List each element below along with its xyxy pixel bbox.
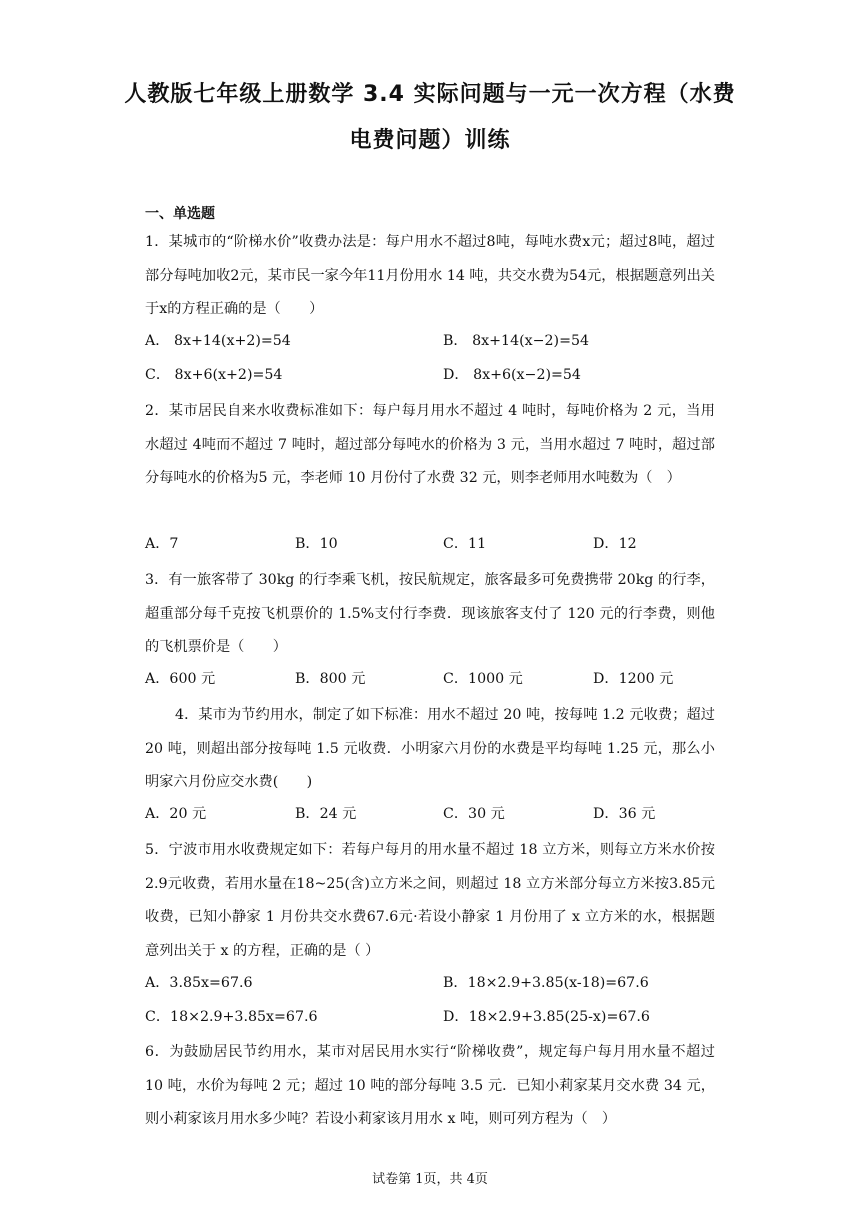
question-3-options xyxy=(145,668,725,696)
q3-option-a: A．600 元 xyxy=(145,671,216,687)
question-6: 6．为鼓励居民节约用水，某市对居民用水实行“阶梯收费”，规定每户每月用水量不超过 10 吨，水价为每吨 2 元；超过 10 吨的部分每吨 3.5 元．已知小莉家某月交水费 34 元，则小莉家该月用水多少吨？若设小莉家该月用水 x 吨，则可列方程为（ ） xyxy=(145,1044,715,1127)
title-line-1: 人教版七年级上册数学 3.4 实际问题与一元一次方程（水费 xyxy=(124,82,736,107)
q4-option-b: B．24 元 xyxy=(295,806,357,822)
section-heading: 一、单选题 xyxy=(145,206,215,222)
question-1: 1．某城市的“阶梯水价”收费办法是：每户用水不超过8吨，每吨水费x元；超过8吨，超过部分每吨加收2元，某市民一家今年11月份用水 14 吨，共交水费为54元，根据题意列出关于x的方程正确的是（ ） xyxy=(145,234,715,317)
q1-option-b: B． 8x+14(x−2)=54 xyxy=(443,333,590,349)
q2-option-a: A．7 xyxy=(145,536,179,552)
q5-option-d: D．18×2.9+3.85(25-x)=67.6 xyxy=(443,1009,650,1025)
q3-option-c: C．1000 元 xyxy=(443,671,523,687)
q3-option-d: D．1200 元 xyxy=(593,671,674,687)
question-5-options-row-1 xyxy=(145,972,725,1000)
q1-option-d: D． 8x+6(x−2)=54 xyxy=(443,367,581,383)
q1-option-c: C． 8x+6(x+2)=54 xyxy=(145,367,283,383)
question-5-options-row-2 xyxy=(145,1006,725,1034)
q2-option-b: B．10 xyxy=(295,536,338,552)
q4-option-a: A．20 元 xyxy=(145,806,207,822)
q5-option-c: C．18×2.9+3.85x=67.6 xyxy=(145,1009,318,1025)
q4-option-c: C．30 元 xyxy=(443,806,505,822)
document-title xyxy=(100,72,760,164)
q2-option-d: D．12 xyxy=(593,536,637,552)
page-footer: 试卷第 1页，共 4页 xyxy=(372,1172,488,1187)
q1-option-a: A． 8x+14(x+2)=54 xyxy=(145,333,291,349)
title-line-2: 电费问题）训练 xyxy=(349,128,511,153)
q4-option-d: D．36 元 xyxy=(593,806,656,822)
question-4: 4．某市为节约用水，制定了如下标准：用水不超过 20 吨，按每吨 1.2 元收费；超过 20 吨，则超出部分按每吨 1.5 元收费．小明家六月份的水费是平均每吨 1.25 元，那么小明家六月份应交水费( ) xyxy=(145,707,715,790)
question-3: 3．有一旅客带了 30kg 的行李乘飞机，按民航规定，旅客最多可免费携带 20kg 的行李，超重部分每千克按飞机票价的 1.5%支付行李费．现该旅客支付了 120 元的行李费，则他的飞机票价是（ ） xyxy=(145,572,715,655)
q3-option-b: B．800 元 xyxy=(295,671,366,687)
q5-option-a: A．3.85x=67.6 xyxy=(145,975,253,991)
question-1-options-row-1 xyxy=(145,330,725,358)
q5-option-b: B．18×2.9+3.85(x-18)=67.6 xyxy=(443,975,649,991)
question-2-options xyxy=(145,533,725,561)
question-5: 5．宁波市用水收费规定如下：若每户每月的用水量不超过 18 立方米，则每立方米水价按2.9元收费，若用水量在18~25(含)立方米之间，则超过 18 立方米部分每立方米按3.85元收费，已知小静家 1 月份共交水费67.6元·若设小静家 1 月份用了 x 立方米的水，根据题意列出关于 x 的方程，正确的是（ ） xyxy=(145,842,715,959)
question-1-options-row-2 xyxy=(145,364,725,392)
q2-option-c: C．11 xyxy=(443,536,487,552)
question-4-options xyxy=(145,803,725,831)
question-2: 2．某市居民自来水收费标准如下：每户每月用水不超过 4 吨时，每吨价格为 2 元，当用水超过 4吨而不超过 7 吨时，超过部分每吨水的价格为 3 元，当用水超过 7 吨时，超过部分每吨水的价格为5 元，李老师 10 月份付了水费 32 元，则李老师用水吨数为（ ） xyxy=(145,403,715,486)
